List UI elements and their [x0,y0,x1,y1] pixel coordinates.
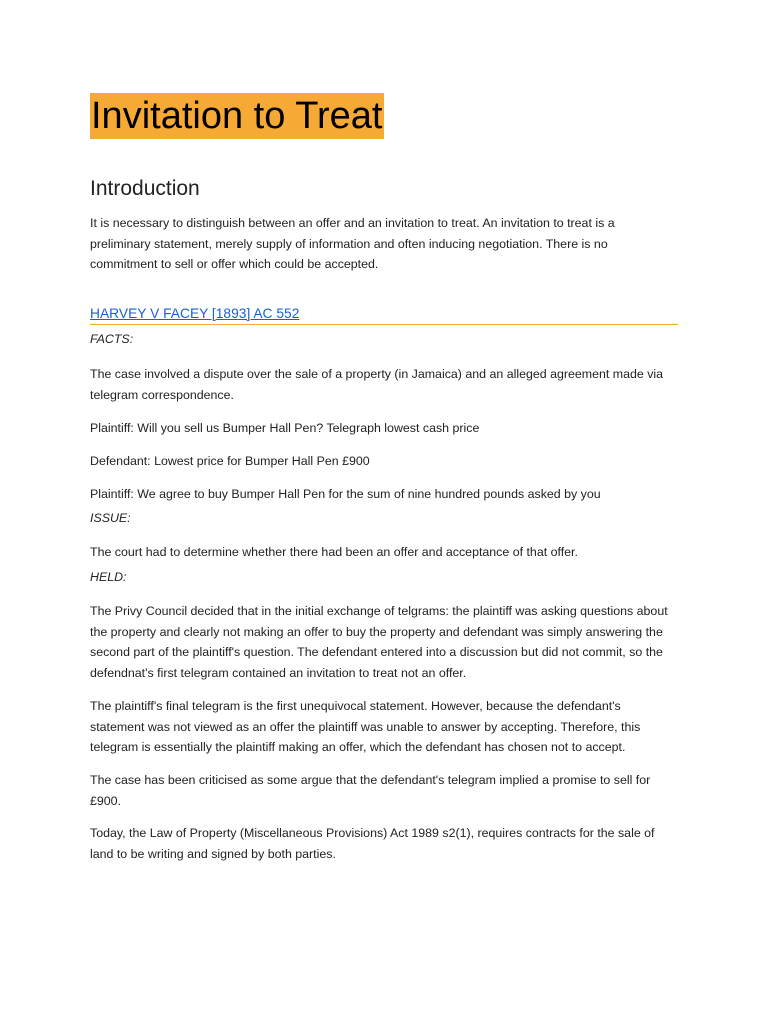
plaintiff-final-telegram: Plaintiff: We agree to buy Bumper Hall Pen for the sum of nine hundred pounds asked by you [90,487,601,501]
facts-paragraph: The case involved a dispute over the sale of a property (in Jamaica) and an alleged agreement made via telegram correspondence. [90,367,664,402]
intro-paragraph: It is necessary to distinguish between an offer and an invitation to treat. An invitation to treat is a preliminary statement, merely supply of information and often inducing negotiation. There is no commitment to sell or offer which could be accepted. [90,216,615,271]
held-paragraph-3: The case has been criticised as some argue that the defendant's telegram implied a promise to sell for £900. [90,773,651,808]
issue-paragraph: The court had to determine whether there had been an offer and acceptance of that offer. [90,545,578,559]
case-link-harvey-v-facey[interactable]: HARVEY V FACEY [1893] AC 552 [90,306,300,321]
held-paragraph-4: Today, the Law of Property (Miscellaneous Provisions) Act 1989 s2(1), requires contracts for the sale of land to be writing and signed by both parties. [90,826,655,861]
defendant-telegram: Defendant: Lowest price for Bumper Hall Pen £900 [90,454,370,468]
issue-label: ISSUE: [90,511,131,525]
plaintiff-first-telegram: Plaintiff: Will you sell us Bumper Hall Pen? Telegraph lowest cash price [90,421,480,435]
held-paragraph-1: The Privy Council decided that in the initial exchange of telgrams: the plaintiff was asking questions about the property and clearly not making an offer to buy the property and defendant was simply answering the second part of the plaintiff's question. The defendant entered into a discussion but did not commit, so the defendnat's first telegram contained an invitation to treat not an offer. [90,604,668,680]
held-label: HELD: [90,570,127,584]
facts-label: FACTS: [90,332,134,346]
page-title: Invitation to Treat [91,95,383,137]
case-heading-rule [90,324,678,325]
section-heading-introduction: Introduction [90,177,200,200]
held-paragraph-2: The plaintiff's final telegram is the first unequivocal statement. However, because the defendant's statement was not viewed as an offer the plaintiff was unable to answer by accepting. Therefore, this telegram is essentially the plaintiff making an offer, which the defendant has chosen not to accept. [90,699,641,754]
